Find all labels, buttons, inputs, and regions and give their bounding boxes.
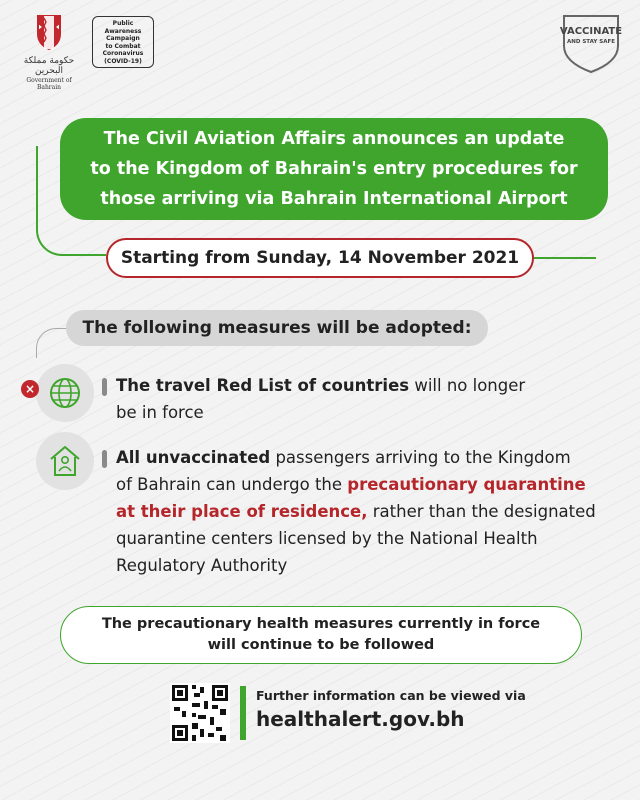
measure-highlight: precautionary quarantine <box>347 475 586 494</box>
globe-icon <box>47 375 83 411</box>
campaign-line: Campaign <box>106 35 140 42</box>
measures-heading: The following measures will be adopted: <box>66 310 488 346</box>
campaign-line: (COVID-19) <box>104 57 142 65</box>
measure-bold: All unvaccinated <box>116 448 271 467</box>
vaccinate-subtitle: AND STAY SAFE <box>567 39 615 45</box>
government-of-bahrain-logo <box>16 14 82 91</box>
measure-text: quarantine centers licensed by the National Health <box>116 529 538 548</box>
start-date-pill: Starting from Sunday, 14 November 2021 <box>106 238 534 278</box>
measure-text: rather than the designated <box>367 502 596 521</box>
close-icon: × <box>21 380 39 398</box>
campaign-line: Coronavirus <box>102 50 144 57</box>
measure-icon-circle <box>36 364 94 422</box>
gov-english-name: Government of Bahrain <box>26 77 72 91</box>
announcement-text: The Civil Aviation Affairs announces an update to the Kingdom of Bahrain's entry procedures for those arriving via Bahrain International Airport <box>90 129 578 209</box>
measure-text: of Bahrain can undergo the <box>116 475 348 494</box>
measure-text: passengers arriving to the Kingdom <box>270 448 571 467</box>
campaign-line: Public Awareness <box>104 20 142 35</box>
home-person-icon <box>47 443 83 479</box>
announcement-banner <box>60 118 608 220</box>
covid-campaign-badge <box>92 16 154 68</box>
decorative-connector <box>36 328 68 358</box>
measure-icon-circle <box>36 432 94 490</box>
measure-bold: The travel Red List of countries <box>116 376 410 395</box>
bullet-bar <box>102 378 107 396</box>
decorative-line <box>534 257 596 259</box>
accent-bar <box>240 686 246 740</box>
measure-item-unvaccinated <box>116 444 616 579</box>
website-link[interactable]: healthalert.gov.bh <box>256 707 465 731</box>
further-info-label: Further information can be viewed via <box>256 688 526 703</box>
vaccinate-badge <box>556 14 626 74</box>
qr-code-icon <box>170 683 230 743</box>
measure-highlight: at their place of residence, <box>116 502 368 521</box>
health-measures-note: The precautionary health measures currently in force will continue to be followed <box>60 606 582 664</box>
measure-item-red-list <box>116 372 606 426</box>
gov-arabic-name: حكومة مملكة البحرين <box>23 56 75 76</box>
bullet-bar <box>102 450 107 468</box>
measure-text: be in force <box>116 403 204 422</box>
measure-text: Regulatory Authority <box>116 556 288 575</box>
measure-text: will no longer <box>409 376 526 395</box>
bahrain-emblem-icon <box>35 14 63 50</box>
vaccinate-title: VACCINATE <box>559 26 623 37</box>
campaign-line: to Combat <box>105 42 141 50</box>
